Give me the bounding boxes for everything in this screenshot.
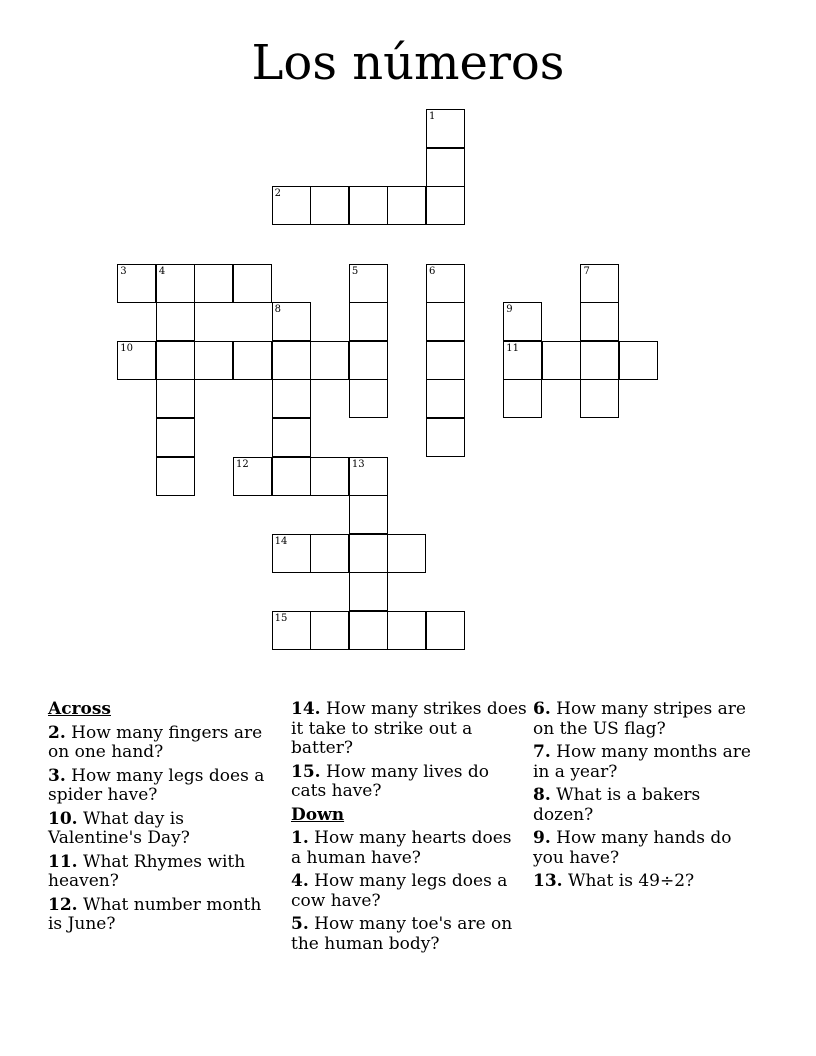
grid-cell[interactable] — [349, 264, 388, 303]
grid-cell[interactable] — [349, 379, 388, 418]
clue-across-2: 2. How many fingers are on one hand? — [48, 722, 263, 762]
clue-across-10: 10. What day is Valentine's Day? — [48, 808, 190, 848]
down-heading: Down — [291, 804, 345, 825]
grid-cell[interactable] — [349, 611, 388, 650]
clue-across-11: 11. What Rhymes with heaven? — [48, 851, 246, 891]
grid-cell[interactable] — [310, 341, 349, 380]
cell-number: 4 — [158, 265, 166, 277]
grid-cell[interactable] — [156, 264, 195, 303]
grid-cell[interactable] — [156, 418, 195, 457]
grid-cell[interactable] — [272, 302, 311, 341]
clue-across-15: 15. How many lives do cats have? — [291, 761, 489, 801]
cell-number: 9 — [506, 304, 513, 316]
grid-cell[interactable] — [542, 341, 581, 380]
cell-number: 11 — [506, 342, 519, 354]
grid-cell[interactable] — [272, 611, 311, 650]
grid-cell[interactable] — [426, 186, 465, 225]
grid-cell[interactable] — [426, 341, 465, 380]
grid-cell[interactable] — [233, 457, 272, 496]
grid-cell[interactable] — [580, 264, 619, 303]
clue-down-5: 5. How many toe's are on the human body? — [291, 914, 513, 954]
grid-cell[interactable] — [503, 341, 542, 380]
grid-cell[interactable] — [426, 109, 465, 148]
cell-number: 8 — [274, 304, 282, 316]
grid-cell[interactable] — [426, 611, 465, 650]
cell-number: 2 — [274, 188, 282, 200]
cell-number: 5 — [351, 265, 359, 277]
grid-cell[interactable] — [619, 341, 658, 380]
cell-number: 1 — [429, 111, 436, 123]
grid-cell[interactable] — [387, 534, 426, 573]
grid-cell[interactable] — [349, 534, 388, 573]
grid-cell[interactable] — [156, 341, 195, 380]
grid-cell[interactable] — [117, 341, 156, 380]
grid-cell[interactable] — [194, 264, 233, 303]
clues-column-1 — [48, 700, 280, 939]
grid-cell[interactable] — [310, 534, 349, 573]
grid-cell[interactable] — [426, 418, 465, 457]
clue-down-6: 6. How many stripes are on the US flag? — [533, 699, 746, 739]
grid-cell[interactable] — [272, 418, 311, 457]
clue-down-1: 1. How many hearts does a human have? — [291, 828, 512, 868]
grid-cell[interactable] — [117, 264, 156, 303]
clue-down-4: 4. How many legs does a cow have? — [291, 871, 508, 911]
grid-cell[interactable] — [426, 302, 465, 341]
grid-cell[interactable] — [310, 611, 349, 650]
grid-cell[interactable] — [156, 379, 195, 418]
grid-cell[interactable] — [310, 186, 349, 225]
cell-number: 12 — [236, 458, 249, 470]
cell-number: 13 — [351, 458, 365, 470]
grid-cell[interactable] — [349, 302, 388, 341]
grid-cell[interactable] — [349, 572, 388, 611]
clues-column-2 — [291, 700, 527, 958]
grid-cell[interactable] — [310, 457, 349, 496]
cell-number: 6 — [429, 265, 436, 277]
clue-down-8: 8. What is a bakers dozen? — [533, 785, 701, 825]
cell-number: 14 — [274, 535, 288, 547]
cell-number: 7 — [583, 265, 590, 277]
clue-across-14: 14. How many strikes does it take to strike out a batter? — [291, 699, 527, 758]
across-heading: Across — [48, 699, 111, 719]
grid-cell[interactable] — [426, 264, 465, 303]
clue-down-7: 7. How many months are in a year? — [533, 742, 751, 782]
cell-number: 3 — [120, 265, 127, 277]
clue-down-9: 9. How many hands do you have? — [533, 828, 732, 868]
grid-cell[interactable] — [387, 186, 426, 225]
grid-cell[interactable] — [503, 379, 542, 418]
grid-cell[interactable] — [426, 379, 465, 418]
grid-cell[interactable] — [387, 611, 426, 650]
grid-cell[interactable] — [349, 186, 388, 225]
clues-column-3 — [533, 700, 763, 896]
grid-cell[interactable] — [580, 379, 619, 418]
grid-cell[interactable] — [233, 264, 272, 303]
grid-cell[interactable] — [580, 341, 619, 380]
grid-cell[interactable] — [156, 457, 195, 496]
grid-cell[interactable] — [349, 341, 388, 380]
grid-cell[interactable] — [194, 341, 233, 380]
grid-cell[interactable] — [233, 341, 272, 380]
clue-across-3: 3. How many legs does a spider have? — [48, 765, 265, 805]
clue-across-12: 12. What number month is June? — [48, 894, 262, 934]
grid-cell[interactable] — [349, 495, 388, 534]
grid-cell[interactable] — [349, 457, 388, 496]
grid-cell[interactable] — [156, 302, 195, 341]
grid-cell[interactable] — [272, 186, 311, 225]
grid-cell[interactable] — [272, 457, 311, 496]
grid-cell[interactable] — [503, 302, 542, 341]
grid-cell[interactable] — [580, 302, 619, 341]
grid-cell[interactable] — [426, 148, 465, 187]
cell-number: 15 — [274, 613, 288, 625]
clue-down-13: 13. What is 49÷2? — [533, 871, 695, 891]
grid-cell[interactable] — [272, 341, 311, 380]
grid-cell[interactable] — [272, 379, 311, 418]
cell-number: 10 — [120, 342, 133, 354]
grid-cell[interactable] — [272, 534, 311, 573]
page-title: Los números — [251, 35, 565, 91]
